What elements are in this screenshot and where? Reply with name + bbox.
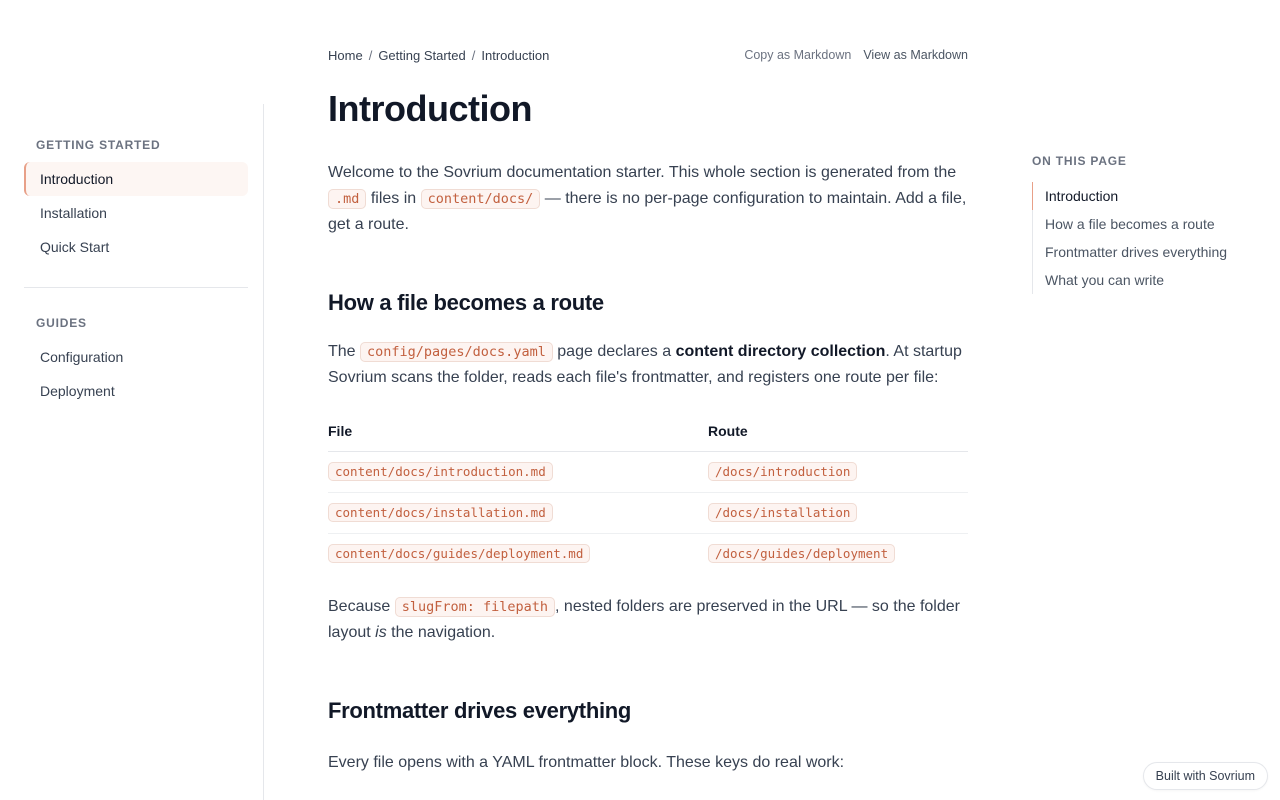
table-cell <box>708 533 968 574</box>
toc-item-what-you-can-write[interactable]: What you can write <box>1045 272 1165 288</box>
italic-text: is <box>375 624 387 641</box>
slug-paragraph <box>328 594 968 646</box>
built-with-sovrium-badge[interactable]: Built with Sovrium <box>1143 762 1268 790</box>
text: files in <box>366 190 421 207</box>
frontmatter-paragraph: Every file opens with a YAML frontmatter block. These keys do real work: <box>328 754 845 771</box>
view-as-markdown-button[interactable]: View as Markdown <box>863 48 968 62</box>
toc-item-introduction[interactable]: Introduction <box>1032 182 1262 210</box>
sidebar-item-introduction[interactable]: Introduction <box>24 162 248 196</box>
text: — there is no per-page configuration to maintain. Add a file, get a route. <box>328 190 967 233</box>
text: the navigation. <box>386 624 496 641</box>
table-row <box>328 533 968 574</box>
text: The <box>328 343 361 360</box>
table-cell <box>328 492 708 533</box>
page-topbar <box>328 48 968 66</box>
bold-text: content directory collection <box>675 343 886 360</box>
sidebar-item-quick-start[interactable]: Quick Start <box>40 239 110 255</box>
page-actions <box>744 48 968 62</box>
page-title: Introduction <box>328 88 532 129</box>
table-cell <box>328 533 708 574</box>
table-row <box>328 451 968 492</box>
heading-frontmatter-drives-everything: Frontmatter drives everything <box>328 698 632 723</box>
sidebar-item-installation[interactable]: Installation <box>40 205 107 221</box>
intro-paragraph <box>328 160 968 238</box>
article-body <box>328 160 968 776</box>
breadcrumb-separator: / <box>368 48 373 63</box>
column-header-route: Route <box>708 411 968 451</box>
text: , nested folders are preserved in the URL — so the folder layout <box>328 598 960 641</box>
inline-code: .md <box>328 189 366 209</box>
route-table <box>328 411 968 574</box>
route-paragraph <box>328 339 968 391</box>
toc-item-how-a-file-becomes-a-route[interactable]: How a file becomes a route <box>1045 216 1215 232</box>
inline-code: /docs/guides/deployment <box>708 544 895 563</box>
text: Because <box>328 598 395 615</box>
column-header-file: File <box>328 411 708 451</box>
nav-heading-guides: GUIDES <box>36 316 87 330</box>
inline-code: slugFrom: filepath <box>395 597 555 617</box>
table-cell <box>708 492 968 533</box>
table-cell <box>708 451 968 492</box>
copy-as-markdown-button[interactable]: Copy as Markdown <box>744 48 852 62</box>
inline-code: /docs/introduction <box>708 462 857 481</box>
breadcrumb <box>328 48 549 63</box>
breadcrumb-current[interactable]: Introduction <box>481 48 550 63</box>
inline-code: /docs/installation <box>708 503 857 522</box>
inline-code: content/docs/introduction.md <box>328 462 553 481</box>
inline-code: config/pages/docs.yaml <box>360 342 553 362</box>
toc-list <box>1032 182 1262 294</box>
nav-group-guides <box>24 316 248 408</box>
text: page declares a <box>552 343 676 360</box>
sidebar-item-configuration[interactable]: Configuration <box>40 349 124 365</box>
nav-heading-getting-started: GETTING STARTED <box>36 138 161 152</box>
toc-item-frontmatter-drives-everything[interactable]: Frontmatter drives everything <box>1045 244 1228 260</box>
inline-code: content/docs/guides/deployment.md <box>328 544 590 563</box>
table-row <box>328 492 968 533</box>
inline-code: content/docs/ <box>421 189 541 209</box>
nav-group-getting-started <box>24 138 248 264</box>
text: Welcome to the Sovrium documentation starter. This whole section is generated from the <box>328 164 957 181</box>
breadcrumb-separator: / <box>471 48 476 63</box>
table-cell <box>328 451 708 492</box>
inline-code: content/docs/installation.md <box>328 503 553 522</box>
heading-how-a-file-becomes-a-route: How a file becomes a route <box>328 290 604 315</box>
toc-heading: ON THIS PAGE <box>1032 154 1127 168</box>
sidebar-item-deployment[interactable]: Deployment <box>40 383 115 399</box>
breadcrumb-getting-started[interactable]: Getting Started <box>378 48 466 63</box>
table-header-row <box>328 411 968 451</box>
breadcrumb-home[interactable]: Home <box>328 48 363 63</box>
table-of-contents <box>1032 154 1262 294</box>
text: . At startup Sovrium scans the folder, reads each file's frontmatter, and registers one route per file: <box>328 343 962 386</box>
docs-sidebar <box>24 104 264 800</box>
sidebar-divider <box>24 287 248 288</box>
